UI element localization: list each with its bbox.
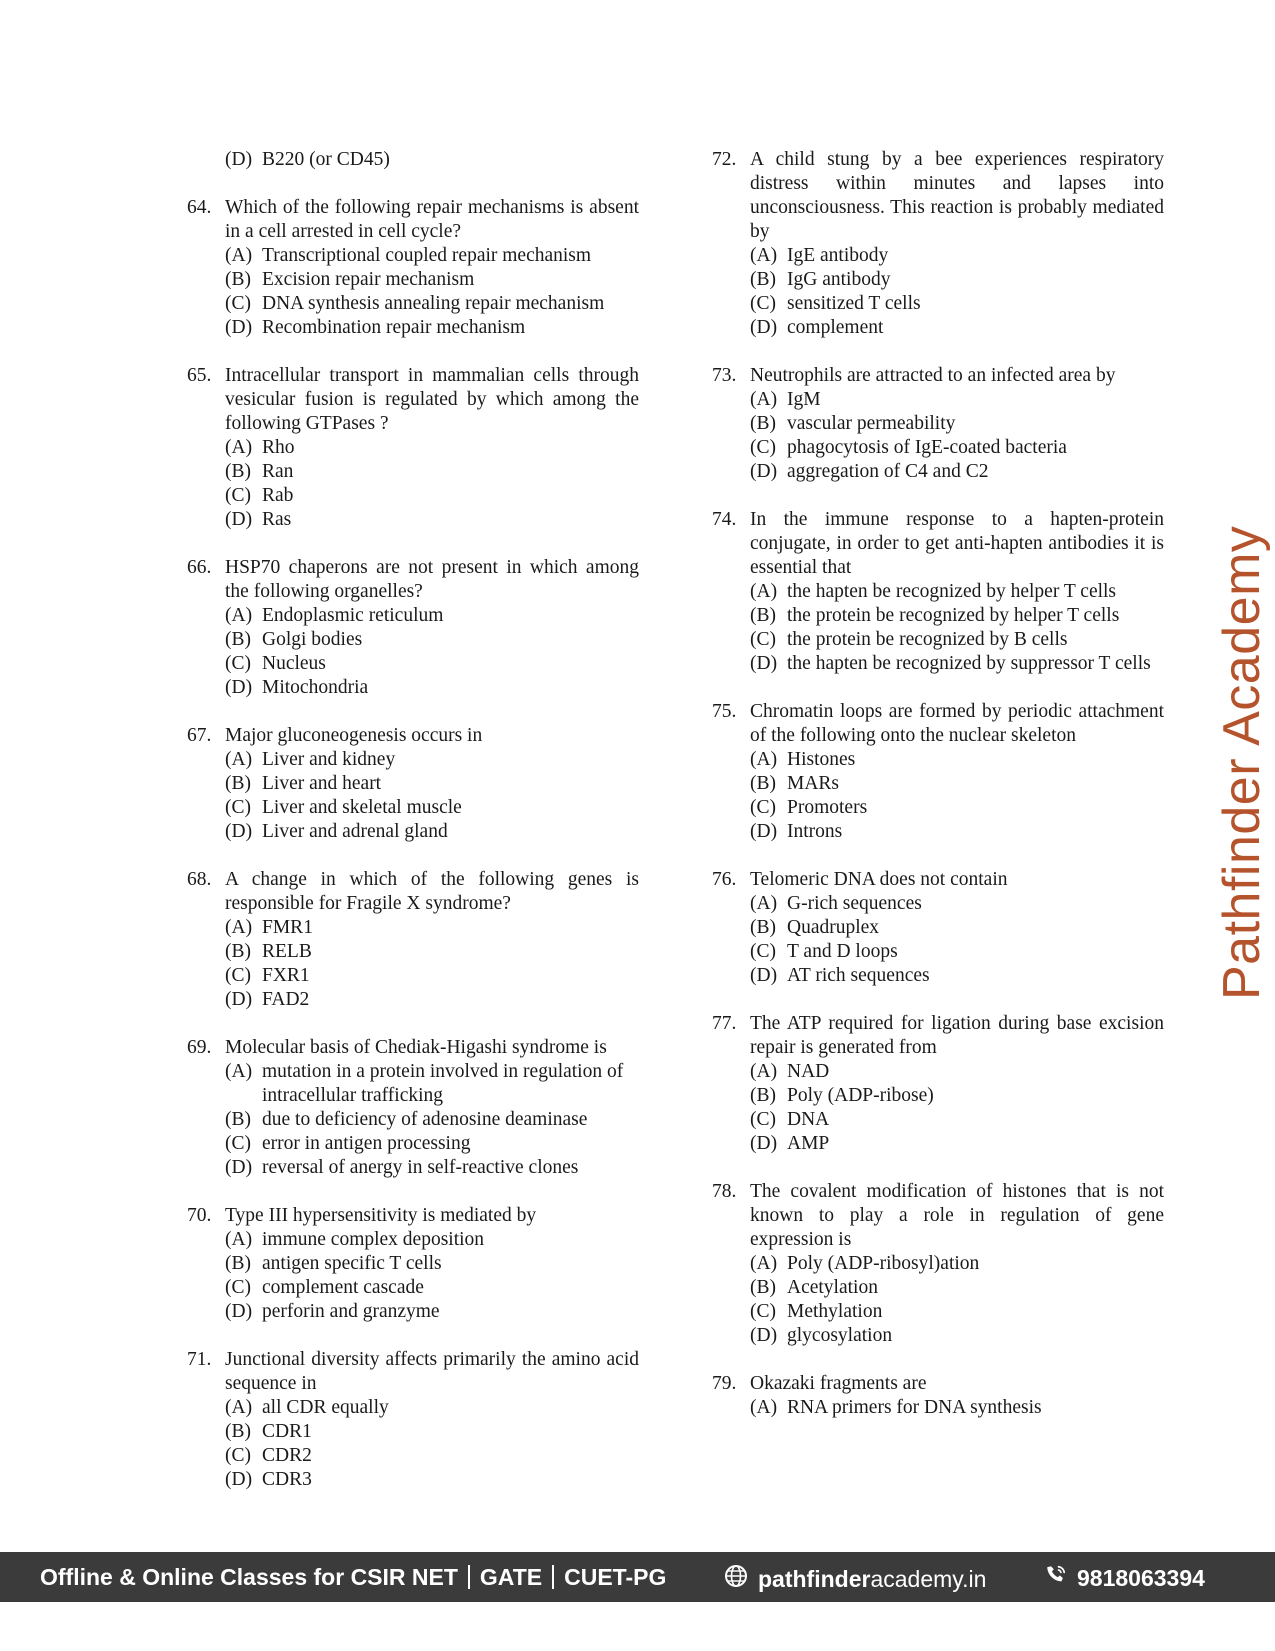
question-number: 77. xyxy=(712,1013,737,1034)
option-d xyxy=(225,1300,639,1324)
option-b xyxy=(750,916,1164,940)
option-d xyxy=(750,1132,1164,1156)
option-a xyxy=(750,1396,1164,1420)
question-text: Major gluconeogenesis occurs in xyxy=(225,725,483,746)
question-67 xyxy=(187,724,639,844)
option-text: IgE antibody xyxy=(787,245,889,266)
option-label: (B) xyxy=(750,773,776,794)
option-label: (D) xyxy=(225,1469,253,1490)
option-label: (C) xyxy=(750,941,776,962)
question-text: A change in which of the following genes is responsible for Fragile X syndrome? xyxy=(225,869,639,914)
option-text: sensitized T cells xyxy=(787,293,921,314)
option-d xyxy=(750,652,1164,676)
option-b xyxy=(225,940,639,964)
option-label: (B) xyxy=(750,1085,776,1106)
option-text: Rho xyxy=(262,437,295,458)
option-text: Liver and adrenal gland xyxy=(262,821,448,842)
option-text: perforin and granzyme xyxy=(262,1301,440,1322)
question-63-tail xyxy=(187,148,639,172)
phone-number: 9818063394 xyxy=(1077,1564,1205,1591)
option-text: Rab xyxy=(262,485,294,506)
option-b xyxy=(750,268,1164,292)
question-stem xyxy=(712,1012,1164,1060)
option-label: (A) xyxy=(750,893,778,914)
option-label: (A) xyxy=(225,437,253,458)
question-66 xyxy=(187,556,639,700)
option-b xyxy=(225,628,639,652)
option-text: due to deficiency of adenosine deaminase xyxy=(262,1109,588,1130)
question-text: Intracellular transport in mammalian cells through vesicular fusion is regulated by which among the following GTPases ? xyxy=(225,365,639,434)
question-stem xyxy=(712,868,1164,892)
option-a xyxy=(750,388,1164,412)
question-68 xyxy=(187,868,639,1012)
question-text: Okazaki fragments are xyxy=(750,1373,927,1394)
option-b xyxy=(750,604,1164,628)
option-text: Ran xyxy=(262,461,294,482)
question-stem xyxy=(712,700,1164,748)
option-a xyxy=(225,1228,639,1252)
option-label: (A) xyxy=(225,605,253,626)
option-text: Histones xyxy=(787,749,856,770)
option-label: (C) xyxy=(225,293,251,314)
option-label: (D) xyxy=(750,1133,778,1154)
option-a xyxy=(225,436,639,460)
option-label: (D) xyxy=(225,821,253,842)
watermark-text: Pathfinder Academy xyxy=(1213,525,1271,1000)
globe-icon xyxy=(724,1564,748,1594)
option-text: AMP xyxy=(787,1133,830,1154)
option-text: Poly (ADP-ribose) xyxy=(787,1085,934,1106)
option-label: (D) xyxy=(225,509,253,530)
option-label: (C) xyxy=(750,293,776,314)
option-text: FMR1 xyxy=(262,917,313,938)
option-c xyxy=(225,484,639,508)
question-number: 65. xyxy=(187,365,212,386)
question-text: Junctional diversity affects primarily the amino acid sequence in xyxy=(225,1349,639,1394)
option-c xyxy=(225,964,639,988)
option-text: the hapten be recognized by helper T cells xyxy=(787,581,1117,602)
option-label: (A) xyxy=(225,749,253,770)
option-d xyxy=(225,1468,639,1492)
option-d xyxy=(225,1156,639,1180)
option-text: CDR1 xyxy=(262,1421,312,1442)
question-text: In the immune response to a hapten-protein conjugate, in order to get anti-hapten antibodies it is essential that xyxy=(750,509,1164,578)
option-text: antigen specific T cells xyxy=(262,1253,442,1274)
option-label: (A) xyxy=(225,1061,253,1082)
option-text: mutation in a protein involved in regulation of intracellular trafficking xyxy=(262,1061,624,1106)
option-a xyxy=(225,604,639,628)
option-text: Golgi bodies xyxy=(262,629,363,650)
option-label: (D) xyxy=(750,461,778,482)
footer-banner xyxy=(0,1552,1275,1602)
option-text: Nucleus xyxy=(262,653,326,674)
option-text: the protein be recognized by helper T cells xyxy=(787,605,1120,626)
option-label: (B) xyxy=(750,413,776,434)
option-text: reversal of anergy in self-reactive clones xyxy=(262,1157,579,1178)
website-bold: pathfinder xyxy=(758,1565,871,1592)
option-d xyxy=(225,676,639,700)
question-number: 72. xyxy=(712,149,737,170)
question-number: 73. xyxy=(712,365,737,386)
question-text: HSP70 chaperons are not present in which among the following organelles? xyxy=(225,557,639,602)
right-column xyxy=(712,148,1164,1444)
option-text: Ras xyxy=(262,509,292,530)
option-text: Poly (ADP-ribosyl)ation xyxy=(787,1253,980,1274)
option-d xyxy=(750,1324,1164,1348)
option-label: (A) xyxy=(225,917,253,938)
option-c xyxy=(225,652,639,676)
option-text: phagocytosis of IgE-coated bacteria xyxy=(787,437,1067,458)
option-c xyxy=(225,1276,639,1300)
option-c xyxy=(750,796,1164,820)
option-text: all CDR equally xyxy=(262,1397,389,1418)
tagline-part3: CUET-PG xyxy=(564,1564,667,1590)
question-stem xyxy=(712,148,1164,244)
option-text: complement cascade xyxy=(262,1277,424,1298)
option-c xyxy=(750,628,1164,652)
option-label: (A) xyxy=(750,1397,778,1418)
question-text: Type III hypersensitivity is mediated by xyxy=(225,1205,537,1226)
question-number: 76. xyxy=(712,869,737,890)
option-text: IgG antibody xyxy=(787,269,891,290)
option-label: (D) xyxy=(750,965,778,986)
option-label: (C) xyxy=(225,653,251,674)
footer-tagline xyxy=(40,1564,666,1591)
option-d xyxy=(750,460,1164,484)
option-b xyxy=(750,412,1164,436)
option-label: (A) xyxy=(225,245,253,266)
option-text: RNA primers for DNA synthesis xyxy=(787,1397,1042,1418)
question-73 xyxy=(712,364,1164,484)
tagline-part2: GATE xyxy=(479,1564,543,1590)
option-text: B220 (or CD45) xyxy=(262,149,390,170)
option-text: IgM xyxy=(787,389,821,410)
option-text: FAD2 xyxy=(262,989,310,1010)
option-label: (B) xyxy=(225,1253,251,1274)
option-label: (D) xyxy=(750,317,778,338)
option-label: (C) xyxy=(225,1445,251,1466)
option-label: (D) xyxy=(225,317,253,338)
option-a xyxy=(750,580,1164,604)
question-stem xyxy=(187,1348,639,1396)
option-c xyxy=(225,796,639,820)
option-b xyxy=(225,460,639,484)
option-d xyxy=(225,148,639,172)
option-d xyxy=(225,820,639,844)
option-label: (C) xyxy=(225,1133,251,1154)
option-label: (C) xyxy=(225,797,251,818)
question-stem xyxy=(712,1180,1164,1252)
footer-website[interactable] xyxy=(724,1564,986,1594)
question-number: 78. xyxy=(712,1181,737,1202)
option-label: (B) xyxy=(225,1109,251,1130)
question-77 xyxy=(712,1012,1164,1156)
question-71 xyxy=(187,1348,639,1492)
option-label: (B) xyxy=(750,269,776,290)
option-text: error in antigen processing xyxy=(262,1133,471,1154)
phone-icon xyxy=(1045,1564,1067,1592)
option-a xyxy=(750,244,1164,268)
option-b xyxy=(750,772,1164,796)
option-b xyxy=(225,1252,639,1276)
option-label: (C) xyxy=(750,1301,776,1322)
option-c xyxy=(225,292,639,316)
question-76 xyxy=(712,868,1164,988)
option-b xyxy=(225,772,639,796)
question-number: 66. xyxy=(187,557,212,578)
option-d xyxy=(750,964,1164,988)
option-c xyxy=(750,436,1164,460)
question-65 xyxy=(187,364,639,532)
question-number: 74. xyxy=(712,509,737,530)
option-label: (C) xyxy=(750,437,776,458)
option-text: CDR3 xyxy=(262,1469,312,1490)
separator xyxy=(468,1565,470,1589)
option-label: (A) xyxy=(750,389,778,410)
option-text: CDR2 xyxy=(262,1445,312,1466)
option-label: (A) xyxy=(750,1253,778,1274)
option-c xyxy=(750,292,1164,316)
option-d xyxy=(750,820,1164,844)
option-text: Liver and heart xyxy=(262,773,382,794)
question-number: 70. xyxy=(187,1205,212,1226)
option-label: (D) xyxy=(225,149,253,170)
option-c xyxy=(750,940,1164,964)
option-label: (A) xyxy=(750,581,778,602)
option-text: AT rich sequences xyxy=(787,965,930,986)
option-text: vascular permeability xyxy=(787,413,956,434)
option-text: Introns xyxy=(787,821,843,842)
option-text: Mitochondria xyxy=(262,677,369,698)
option-label: (B) xyxy=(750,605,776,626)
question-number: 79. xyxy=(712,1373,737,1394)
option-label: (B) xyxy=(225,461,251,482)
question-stem xyxy=(187,868,639,916)
question-72 xyxy=(712,148,1164,340)
question-number: 71. xyxy=(187,1349,212,1370)
option-text: the hapten be recognized by suppressor T cells xyxy=(787,653,1151,674)
question-number: 64. xyxy=(187,197,212,218)
option-text: Transcriptional coupled repair mechanism xyxy=(262,245,592,266)
option-a xyxy=(225,244,639,268)
option-b xyxy=(225,1420,639,1444)
footer-phone[interactable] xyxy=(1045,1564,1205,1592)
question-75 xyxy=(712,700,1164,844)
option-label: (B) xyxy=(225,1421,251,1442)
option-text: Liver and skeletal muscle xyxy=(262,797,462,818)
option-a xyxy=(225,916,639,940)
question-text: Neutrophils are attracted to an infected area by xyxy=(750,365,1116,386)
option-a xyxy=(750,1252,1164,1276)
question-number: 68. xyxy=(187,869,212,890)
question-stem xyxy=(187,364,639,436)
option-text: DNA synthesis annealing repair mechanism xyxy=(262,293,605,314)
question-text: A child stung by a bee experiences respiratory distress within minutes and lapses into unconsciousness. This reaction is probably mediated by xyxy=(750,149,1164,242)
option-text: DNA xyxy=(787,1109,830,1130)
option-label: (B) xyxy=(750,1277,776,1298)
option-text: G-rich sequences xyxy=(787,893,922,914)
question-stem xyxy=(712,508,1164,580)
option-text: FXR1 xyxy=(262,965,310,986)
option-text: Acetylation xyxy=(787,1277,878,1298)
option-a xyxy=(750,748,1164,772)
question-text: Chromatin loops are formed by periodic attachment of the following onto the nuclear skeleton xyxy=(750,701,1164,746)
option-d xyxy=(750,316,1164,340)
tagline-part1: Offline & Online Classes for CSIR NET xyxy=(40,1564,458,1590)
option-a xyxy=(225,748,639,772)
option-text: complement xyxy=(787,317,884,338)
question-number: 75. xyxy=(712,701,737,722)
option-label: (D) xyxy=(750,653,778,674)
option-text: T and D loops xyxy=(787,941,898,962)
question-70 xyxy=(187,1204,639,1324)
option-label: (D) xyxy=(225,989,253,1010)
option-text: immune complex deposition xyxy=(262,1229,485,1250)
option-text: RELB xyxy=(262,941,312,962)
option-label: (B) xyxy=(225,269,251,290)
option-text: Quadruplex xyxy=(787,917,880,938)
option-label: (C) xyxy=(750,797,776,818)
left-question-list xyxy=(187,196,639,1492)
question-stem xyxy=(712,1372,1164,1396)
question-text: Telomeric DNA does not contain xyxy=(750,869,1008,890)
separator xyxy=(552,1565,554,1589)
option-label: (B) xyxy=(225,629,251,650)
option-c xyxy=(225,1444,639,1468)
option-label: (A) xyxy=(750,749,778,770)
option-c xyxy=(225,1132,639,1156)
option-d xyxy=(225,316,639,340)
option-label: (C) xyxy=(750,629,776,650)
option-c xyxy=(750,1108,1164,1132)
option-label: (C) xyxy=(750,1109,776,1130)
question-text: Molecular basis of Chediak-Higashi syndrome is xyxy=(225,1037,607,1058)
option-text: Promoters xyxy=(787,797,868,818)
option-text: Liver and kidney xyxy=(262,749,396,770)
option-d xyxy=(225,508,639,532)
question-number: 67. xyxy=(187,725,212,746)
question-74 xyxy=(712,508,1164,676)
option-label: (A) xyxy=(225,1397,253,1418)
question-64 xyxy=(187,196,639,340)
option-label: (B) xyxy=(750,917,776,938)
website-light: academy.in xyxy=(870,1565,987,1592)
option-c xyxy=(750,1300,1164,1324)
option-a xyxy=(225,1060,639,1108)
question-69 xyxy=(187,1036,639,1180)
option-a xyxy=(750,892,1164,916)
option-text: Endoplasmic reticulum xyxy=(262,605,444,626)
option-label: (D) xyxy=(750,1325,778,1346)
option-label: (D) xyxy=(225,1157,253,1178)
option-label: (C) xyxy=(225,965,251,986)
option-text: NAD xyxy=(787,1061,830,1082)
option-b xyxy=(225,268,639,292)
option-text: the protein be recognized by B cells xyxy=(787,629,1068,650)
option-text: Excision repair mechanism xyxy=(262,269,475,290)
question-stem xyxy=(712,364,1164,388)
option-b xyxy=(225,1108,639,1132)
question-text: Which of the following repair mechanisms is absent in a cell arrested in cell cycle? xyxy=(225,197,639,242)
option-label: (D) xyxy=(225,1301,253,1322)
option-label: (D) xyxy=(225,677,253,698)
option-text: Recombination repair mechanism xyxy=(262,317,526,338)
question-78 xyxy=(712,1180,1164,1348)
question-text: The covalent modification of histones that is not known to play a role in regulation of gene expression is xyxy=(750,1181,1164,1250)
option-label: (B) xyxy=(225,941,251,962)
question-stem xyxy=(187,1036,639,1060)
option-text: aggregation of C4 and C2 xyxy=(787,461,989,482)
option-label: (C) xyxy=(225,485,251,506)
option-d xyxy=(225,988,639,1012)
question-stem xyxy=(187,196,639,244)
option-label: (C) xyxy=(225,1277,251,1298)
question-number: 69. xyxy=(187,1037,212,1058)
option-label: (A) xyxy=(750,245,778,266)
option-label: (A) xyxy=(750,1061,778,1082)
option-text: MARs xyxy=(787,773,840,794)
option-label: (A) xyxy=(225,1229,253,1250)
question-stem xyxy=(187,1204,639,1228)
option-b xyxy=(750,1084,1164,1108)
option-a xyxy=(225,1396,639,1420)
option-label: (B) xyxy=(225,773,251,794)
question-stem xyxy=(187,556,639,604)
option-b xyxy=(750,1276,1164,1300)
question-79 xyxy=(712,1372,1164,1420)
option-a xyxy=(750,1060,1164,1084)
left-column xyxy=(187,148,639,1516)
question-text: The ATP required for ligation during base excision repair is generated from xyxy=(750,1013,1164,1058)
option-text: glycosylation xyxy=(787,1325,893,1346)
question-stem xyxy=(187,724,639,748)
right-question-list xyxy=(712,148,1164,1420)
option-text: Methylation xyxy=(787,1301,883,1322)
option-label: (D) xyxy=(750,821,778,842)
